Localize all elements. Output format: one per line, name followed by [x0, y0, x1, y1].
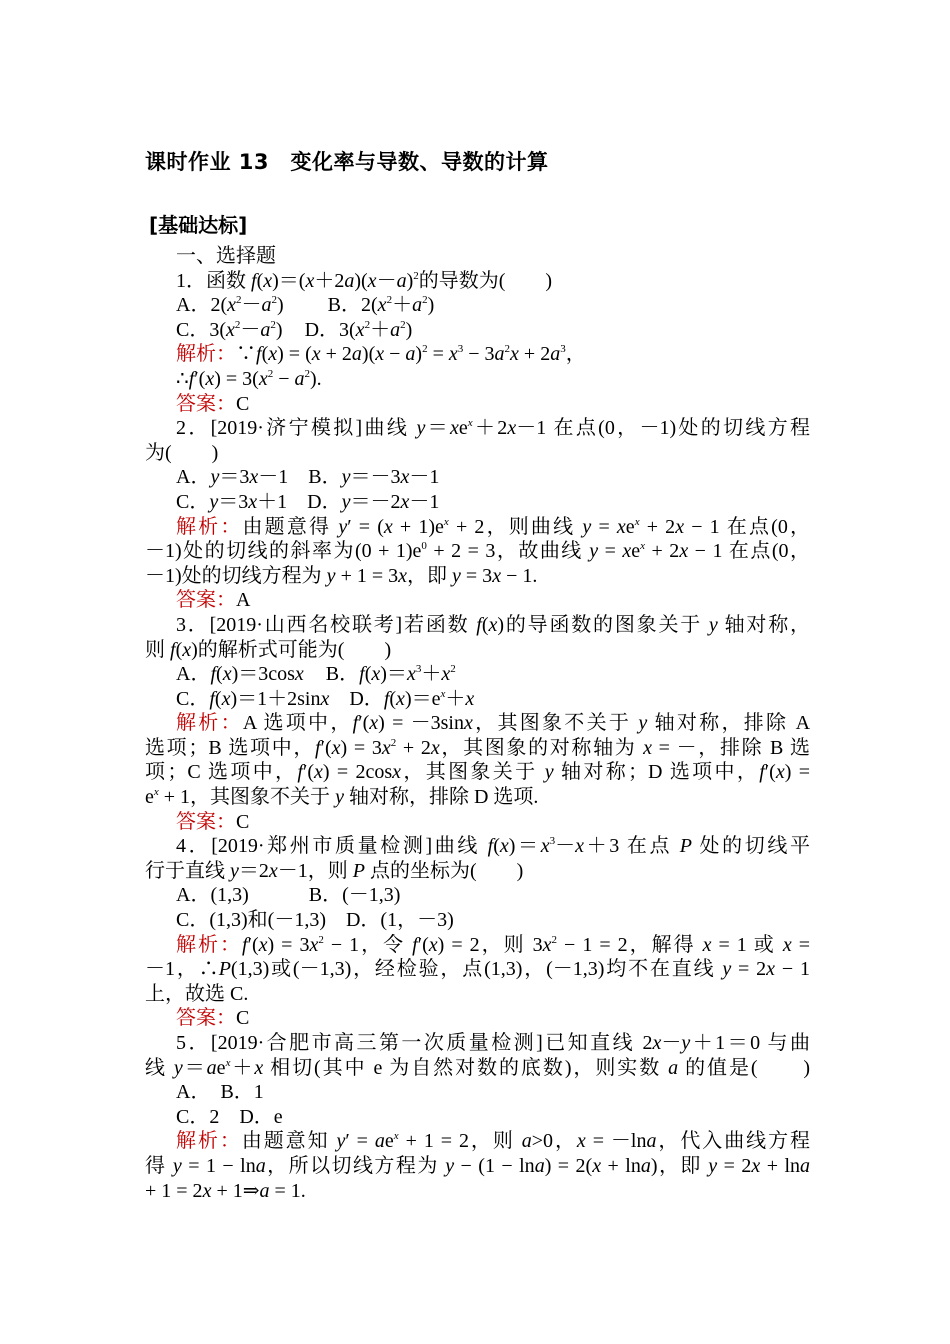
question-4-analysis-cont-2: 上，故选 C. — [145, 982, 249, 1005]
question-3-options-row-2: C．f(x)＝1＋2sinx D．$f(x)=e^x+x$ — [176, 687, 475, 710]
question-3-analysis-cont-1: 选项；B 选项中，$f'(x) = 3x^2 + 2x$，其图象的对称轴为 x = －，排除 B 选 — [145, 736, 811, 759]
question-1-analysis: 解析：∵f(x) = $(x + 2a)(x - a)^2 = x^3 - 3a^2x + 2a^3$， — [176, 343, 586, 366]
answer-value: C — [236, 392, 250, 415]
question-5-analysis: 解析：由题意知 $y' = ae^x + 1 = 2$，则 a>0，x = －lna，代入曲线方程 — [176, 1130, 811, 1153]
part-heading: 一、选择题 — [176, 245, 276, 267]
question-4-options-row-2: C．(1,3)和(－1,3) D．(1，－3) — [176, 909, 454, 932]
question-2-options-row-2: C．y＝3x＋1 D．y＝－2x－1 — [176, 490, 440, 513]
question-2-answer — [145, 588, 810, 613]
answer-label: 答案： — [176, 392, 236, 415]
section-heading: [基础达标] — [149, 213, 248, 237]
question-3-analysis: 解析：A 选项中，f′(x) = －3sinx，其图象不关于 y 轴对称，排除 A — [176, 712, 811, 735]
question-5-options-row-2: C．2 D．e — [176, 1105, 283, 1128]
question-4-analysis-cont-1: －1，∴P(1,3)或(－1,3)，经检验，点(1,3)，(－1,3)均不在直线 y = 2x − 1 — [145, 958, 811, 981]
question-1-analysis-cont: ∴f′(x) = $3(x^2 - a^2)$. — [176, 367, 322, 390]
question-4-answer — [145, 1006, 810, 1031]
question-5-stem: 5．[2019·合肥市高三第一次质量检测]已知直线 2x－y＋1＝0 与曲 — [176, 1032, 810, 1054]
question-1-stem: 1．函数 $f(x)=(x+2a)(x-a)^2$的导数为( ) — [176, 269, 553, 292]
question-4-stem-cont: 行于直线 y＝2x－1，则 P 点的坐标为( ) — [145, 859, 524, 882]
question-3-analysis-cont-2: 项；C 选项中，f′(x) = 2cosx，其图象关于 y 轴对称；D 选项中，f′(x) = — [145, 761, 810, 784]
question-3-analysis-cont-3: $e^x + 1$，其图象不关于 y 轴对称，排除 D 选项. — [145, 786, 539, 809]
question-5-options-row-1: A． B．1 — [176, 1081, 264, 1104]
answer-label: 答案： — [176, 1007, 236, 1030]
analysis-label: 解析： — [176, 712, 243, 735]
answer-value: C — [236, 810, 250, 833]
analysis-label: 解析： — [176, 933, 243, 956]
question-2-stem: 2．[2019·济宁模拟]曲线 $y=xe^x+2x-1$ 在点(0，－1)处的切线方程 — [176, 417, 811, 440]
question-2-analysis: 解析：由题意得 $y' = (x + 1)e^x + 2$，则曲线 $y = xe^x + 2x - 1$ 在点(0， — [176, 515, 811, 538]
answer-label: 答案： — [176, 589, 236, 612]
page-title: 课时作业 13 变化率与导数、导数的计算 — [145, 150, 549, 174]
question-1-options-row-2: C．$3(x^2-a^2)$ D．$3(x^2+a^2)$ — [176, 318, 413, 341]
analysis-label: 解析： — [176, 515, 243, 538]
question-4-stem: 4．[2019·郑州市质量检测]曲线 $f(x)=x^3-x+3$ 在点 P 处的切线平 — [176, 835, 811, 858]
question-3-options-row-1: A．f(x)＝3cosx B．$f(x)=x^3+x^2$ — [176, 663, 456, 686]
answer-value: C — [236, 1007, 250, 1030]
analysis-label: 解析： — [176, 343, 236, 366]
answer-value: A — [236, 589, 251, 612]
question-2-options-row-1: A．y＝3x－1 B．y＝－3x－1 — [176, 466, 440, 489]
question-2-analysis-cont-2: －1)处的切线方程为 y + 1 = 3x，即 y = 3x − 1. — [145, 564, 538, 587]
question-5-stem-cont: 线 $y=ae^x+x$ 相切(其中 e 为自然对数的底数)，则实数 a 的值是( ) — [145, 1056, 811, 1079]
question-1-answer — [145, 392, 810, 417]
question-4-options-row-1: A．(1,3) B．(－1,3) — [176, 884, 401, 907]
question-4-analysis: 解析：$f'(x) = 3x^2 - 1$，令 f′(x) = 2，则 $3x^2 - 1 = 2$，解得 x = 1 或 x = — [176, 933, 811, 956]
question-2-stem-cont: 为( ) — [145, 441, 219, 464]
question-5-analysis-cont-1: 得 y = 1 − lna，所以切线方程为 y − (1 − lna) = 2(x + lna)，即 y = 2x + lna — [145, 1154, 811, 1177]
question-5-analysis-cont-2: + 1 = 2x + 1⇒a = 1. — [145, 1179, 306, 1202]
question-3-stem: 3．[2019·山西名校联考]若函数 f(x)的导函数的图象关于 y 轴对称， — [176, 613, 810, 636]
question-1-options-row-1: A．$2(x^2-a^2)$ B．$2(x^2+a^2)$ — [176, 294, 435, 317]
analysis-label: 解析： — [176, 1130, 242, 1153]
question-3-answer — [145, 810, 810, 835]
question-3-stem-cont: 则 f(x)的解析式可能为( ) — [145, 638, 392, 661]
answer-label: 答案： — [176, 810, 236, 833]
document-body — [145, 244, 810, 1203]
question-2-analysis-cont-1: －1)处的切线的斜率为$(0 + 1)e^0 + 2 = 3$，故曲线 $y = xe^x + 2x - 1$ 在点(0， — [145, 540, 811, 563]
